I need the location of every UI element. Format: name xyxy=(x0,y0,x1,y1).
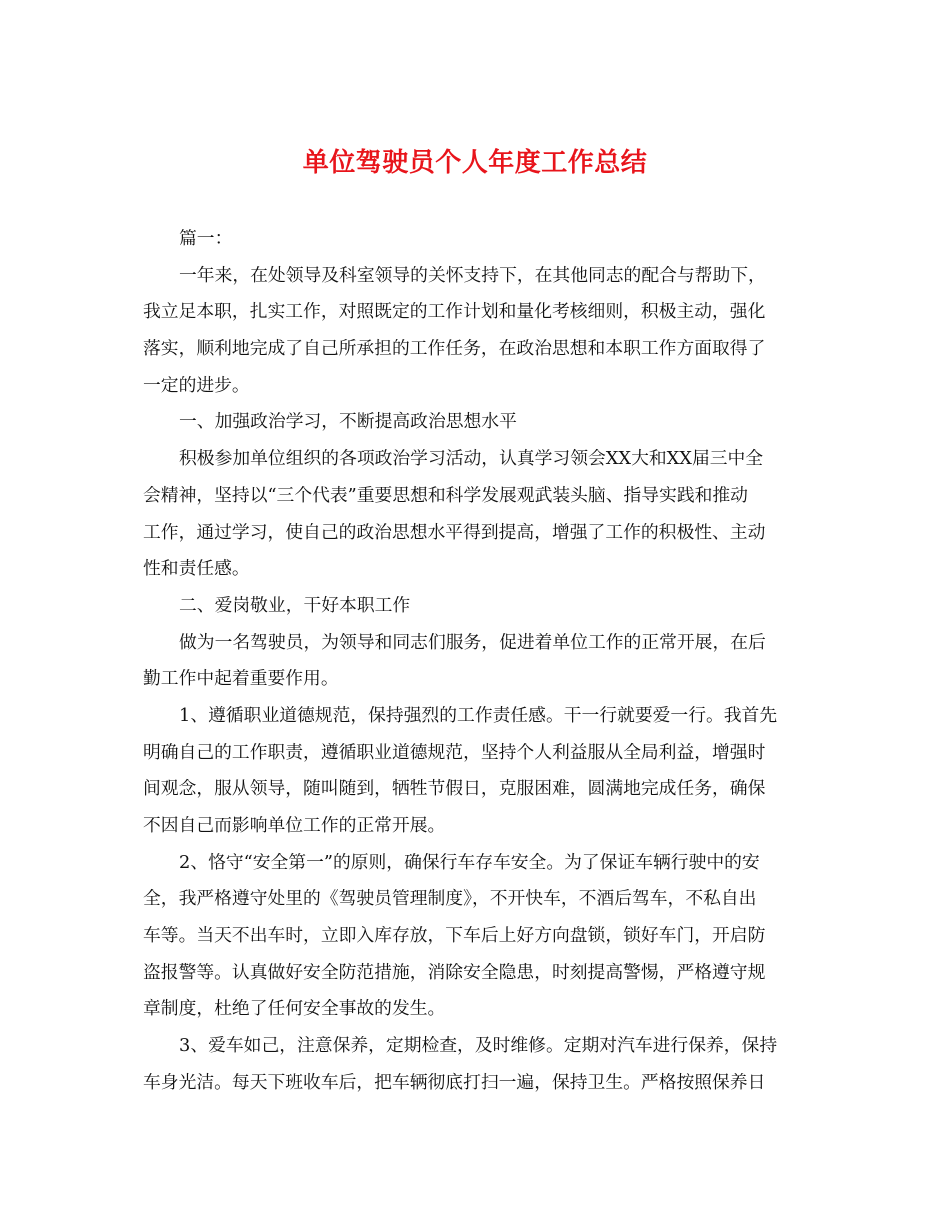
paragraph-line: 性和责任感。 xyxy=(143,558,250,580)
section-label: 篇一： xyxy=(179,228,233,249)
paragraph-line: 落实，顺利地完成了自己所承担的工作任务，在政治思想和本职工作方面取得了 xyxy=(143,338,766,360)
paragraph-line: 做为一名驾驶员，为领导和同志们服务，促进着单位工作的正常开展，在后 xyxy=(179,631,766,653)
paragraph-line: 2、恪守“安全第一”的原则，确保行车存车安全。为了保证车辆行驶中的安 xyxy=(179,851,760,873)
paragraph-line: 一年来，在处领导及科室领导的关怀支持下，在其他同志的配合与帮助下， xyxy=(179,264,766,286)
paragraph-line: 车身光洁。每天下班收车后，把车辆彻底打扫一遍，保持卫生。严格按照保养日 xyxy=(143,1071,766,1093)
paragraph-line: 积极参加单位组织的各项政治学习活动，认真学习领会XX大和XX届三中全 xyxy=(179,448,764,470)
paragraph-line: 章制度，杜绝了任何安全事故的发生。 xyxy=(143,998,446,1020)
paragraph-line: 一定的进步。 xyxy=(143,374,250,396)
paragraph-line: 3、爱车如己，注意保养，定期检查，及时维修。定期对汽车进行保养，保持 xyxy=(179,1035,778,1057)
paragraph-line: 会精神，坚持以“三个代表”重要思想和科学发展观武装头脑、指导实践和推动 xyxy=(143,484,748,506)
document-title: 单位驾驶员个人年度工作总结 xyxy=(302,148,648,178)
paragraph-line: 盗报警等。认真做好安全防范措施，消除安全隐患，时刻提高警惕，严格遵守规 xyxy=(143,961,766,983)
section-heading: 二、爱岗敬业，干好本职工作 xyxy=(179,594,411,616)
paragraph-line: 不因自己而影响单位工作的正常开展。 xyxy=(143,815,446,836)
paragraph-line: 全，我严格遵守处里的《驾驶员管理制度》，不开快车，不酒后驾车，不私自出 xyxy=(143,888,757,910)
paragraph-line: 勤工作中起着重要作用。 xyxy=(143,668,339,690)
paragraph-line: 明确自己的工作职责，遵循职业道德规范，坚持个人利益服从全局利益，增强时 xyxy=(143,741,766,763)
paragraph-line: 我立足本职，扎实工作，对照既定的工作计划和量化考核细则，积极主动，强化 xyxy=(143,301,766,323)
paragraph-line: 车等。当天不出车时，立即入库存放，下车后上好方向盘锁，锁好车门，开启防 xyxy=(143,925,766,947)
paragraph-line: 工作，通过学习，使自己的政治思想水平得到提高，增强了工作的积极性、主动 xyxy=(143,521,766,543)
paragraph-line: 间观念，服从领导，随叫随到，牺牲节假日，克服困难，圆满地完成任务，确保 xyxy=(143,778,766,800)
section-heading: 一、加强政治学习，不断提高政治思想水平 xyxy=(179,411,517,433)
paragraph-line: 1、遵循职业道德规范，保持强烈的工作责任感。干一行就要爱一行。我首先 xyxy=(179,704,778,726)
document-body xyxy=(143,221,803,1102)
